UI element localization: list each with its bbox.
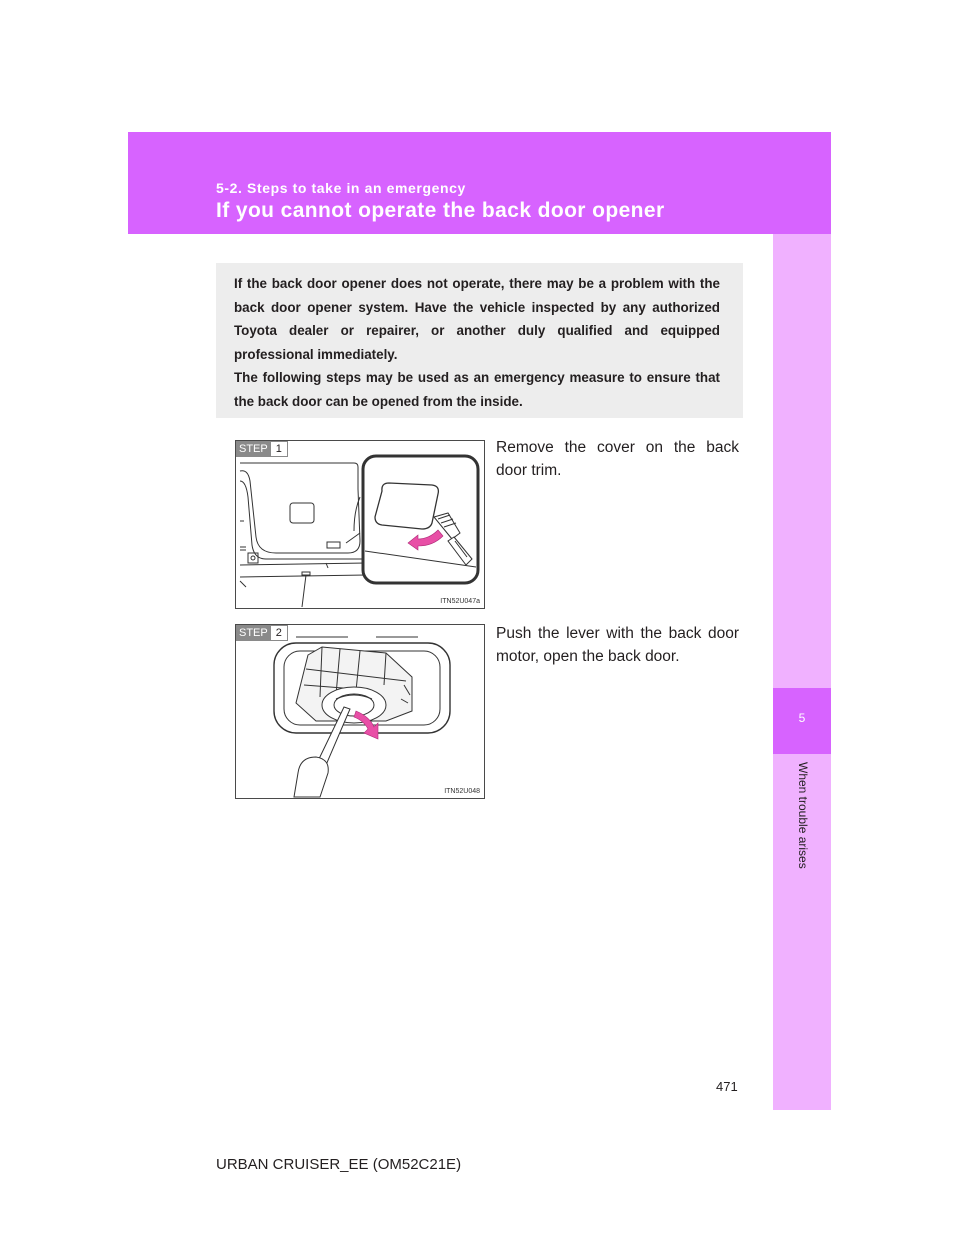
figure-code: ITN52U047a <box>440 598 480 605</box>
chapter-title: When trouble arises <box>796 762 810 869</box>
notice-paragraph-2: The following steps may be used as an emergency measure to ensure that the back door can be opened from the inside. <box>234 370 720 409</box>
step-badge-number: 1 <box>271 441 288 457</box>
page-title: If you cannot operate the back door opener <box>216 199 665 222</box>
manual-code: URBAN CRUISER_EE (OM52C21E) <box>216 1156 462 1173</box>
notice-box <box>216 263 743 418</box>
page-number: 471 <box>716 1079 738 1094</box>
step-2-badge <box>236 625 288 641</box>
chapter-number: 5 <box>798 711 806 725</box>
lever-push-illustration <box>236 625 484 798</box>
step-badge-word: STEP <box>236 441 271 457</box>
step-1-figure <box>235 440 485 609</box>
step-2-figure <box>235 624 485 799</box>
step-2-text: Push the lever with the back door motor, open the back door. <box>496 625 739 665</box>
figure-code: ITN52U048 <box>444 788 480 795</box>
step-badge-number: 2 <box>271 625 288 641</box>
notice-paragraph-1: If the back door opener does not operate, there may be a problem with the back door opener system. Have the vehicle inspected by any authorized Toyota dealer or repairer, or another duly qualified and equipped professional immediately. <box>234 276 720 362</box>
cover-removal-illustration <box>236 441 484 608</box>
step-1-badge <box>236 441 288 457</box>
step-1-text: Remove the cover on the back door trim. <box>496 439 739 479</box>
step-badge-word: STEP <box>236 625 271 641</box>
section-label: 5-2. Steps to take in an emergency <box>216 180 466 196</box>
side-tab <box>773 234 831 1110</box>
